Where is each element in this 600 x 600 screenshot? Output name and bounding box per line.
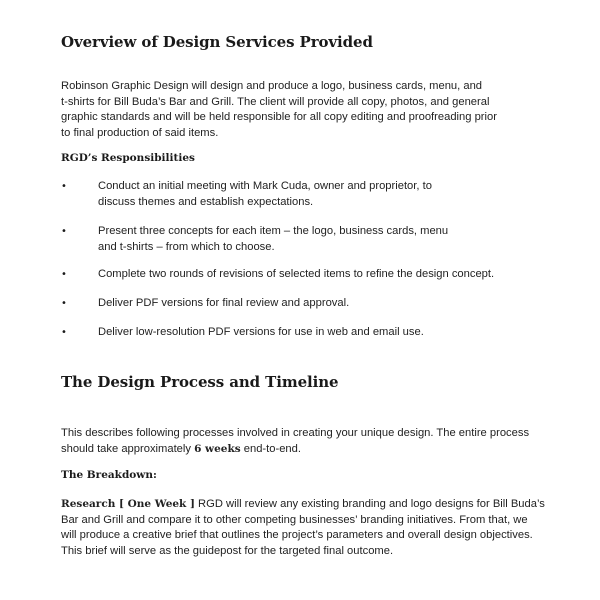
process-paragraph bbox=[61, 426, 529, 457]
research-line-text: RGD will review any existing branding and logo designs for Bill Buda’s bbox=[194, 498, 545, 510]
overview-line: t-shirts for Bill Buda’s Bar and Grill. The client will provide all copy, photos, and general bbox=[61, 95, 490, 108]
bullet-marker: • bbox=[61, 269, 67, 280]
bullet-text bbox=[98, 267, 494, 283]
overview-paragraph bbox=[61, 79, 497, 141]
process-line-text: end-to-end. bbox=[240, 442, 301, 455]
duration-highlight: 6 weeks bbox=[194, 442, 241, 455]
process-line-text: should take approximately bbox=[61, 442, 195, 455]
bullet-marker: • bbox=[61, 181, 67, 192]
bullet-line: and t-shirts – from which to choose. bbox=[98, 240, 275, 253]
research-line: This brief will serve as the guidepost for the targeted final outcome. bbox=[61, 544, 394, 557]
responsibilities-heading: RGD’s Responsibilities bbox=[61, 152, 195, 164]
research-line bbox=[61, 497, 545, 513]
research-line: Bar and Grill and compare it to other competing businesses’ branding initiatives. From that, we bbox=[61, 513, 528, 526]
overview-line: graphic standards and will be held responsible for all copy editing and proofreading prior bbox=[61, 111, 497, 124]
bullet-line: Complete two rounds of revisions of selected items to refine the design concept. bbox=[98, 268, 495, 280]
bullet-line: discuss themes and establish expectations. bbox=[98, 195, 314, 208]
research-paragraph bbox=[61, 497, 545, 559]
bullet-marker: • bbox=[61, 226, 67, 237]
bullet-line: Deliver PDF versions for final review and approval. bbox=[98, 297, 350, 309]
bullet-marker: • bbox=[61, 298, 67, 309]
bullet-text bbox=[98, 325, 424, 341]
overview-line: Robinson Graphic Design will design and produce a logo, business cards, menu, and bbox=[61, 80, 483, 92]
bullet-line: Conduct an initial meeting with Mark Cuda, owner and proprietor, to bbox=[98, 180, 432, 192]
section-title-process: The Design Process and Timeline bbox=[61, 373, 339, 391]
bullet-line: Present three concepts for each item – the logo, business cards, menu bbox=[98, 225, 449, 237]
research-label: Research [ One Week ] bbox=[61, 498, 195, 510]
breakdown-heading: The Breakdown: bbox=[61, 469, 157, 481]
bullet-text bbox=[98, 296, 349, 312]
bullet-text bbox=[98, 179, 432, 210]
research-line: will produce a creative brief that outlines the project’s parameters and overall design objectives. bbox=[61, 529, 533, 542]
bullet-text bbox=[98, 224, 448, 255]
overview-line: to final production of said items. bbox=[61, 126, 219, 139]
bullet-marker: • bbox=[61, 327, 67, 338]
process-line: This describes following processes involved in creating your unique design. The entire process bbox=[61, 427, 530, 439]
bullet-line: Deliver low-resolution PDF versions for use in web and email use. bbox=[98, 326, 424, 338]
section-title-overview: Overview of Design Services Provided bbox=[61, 33, 373, 51]
process-line bbox=[61, 442, 529, 458]
